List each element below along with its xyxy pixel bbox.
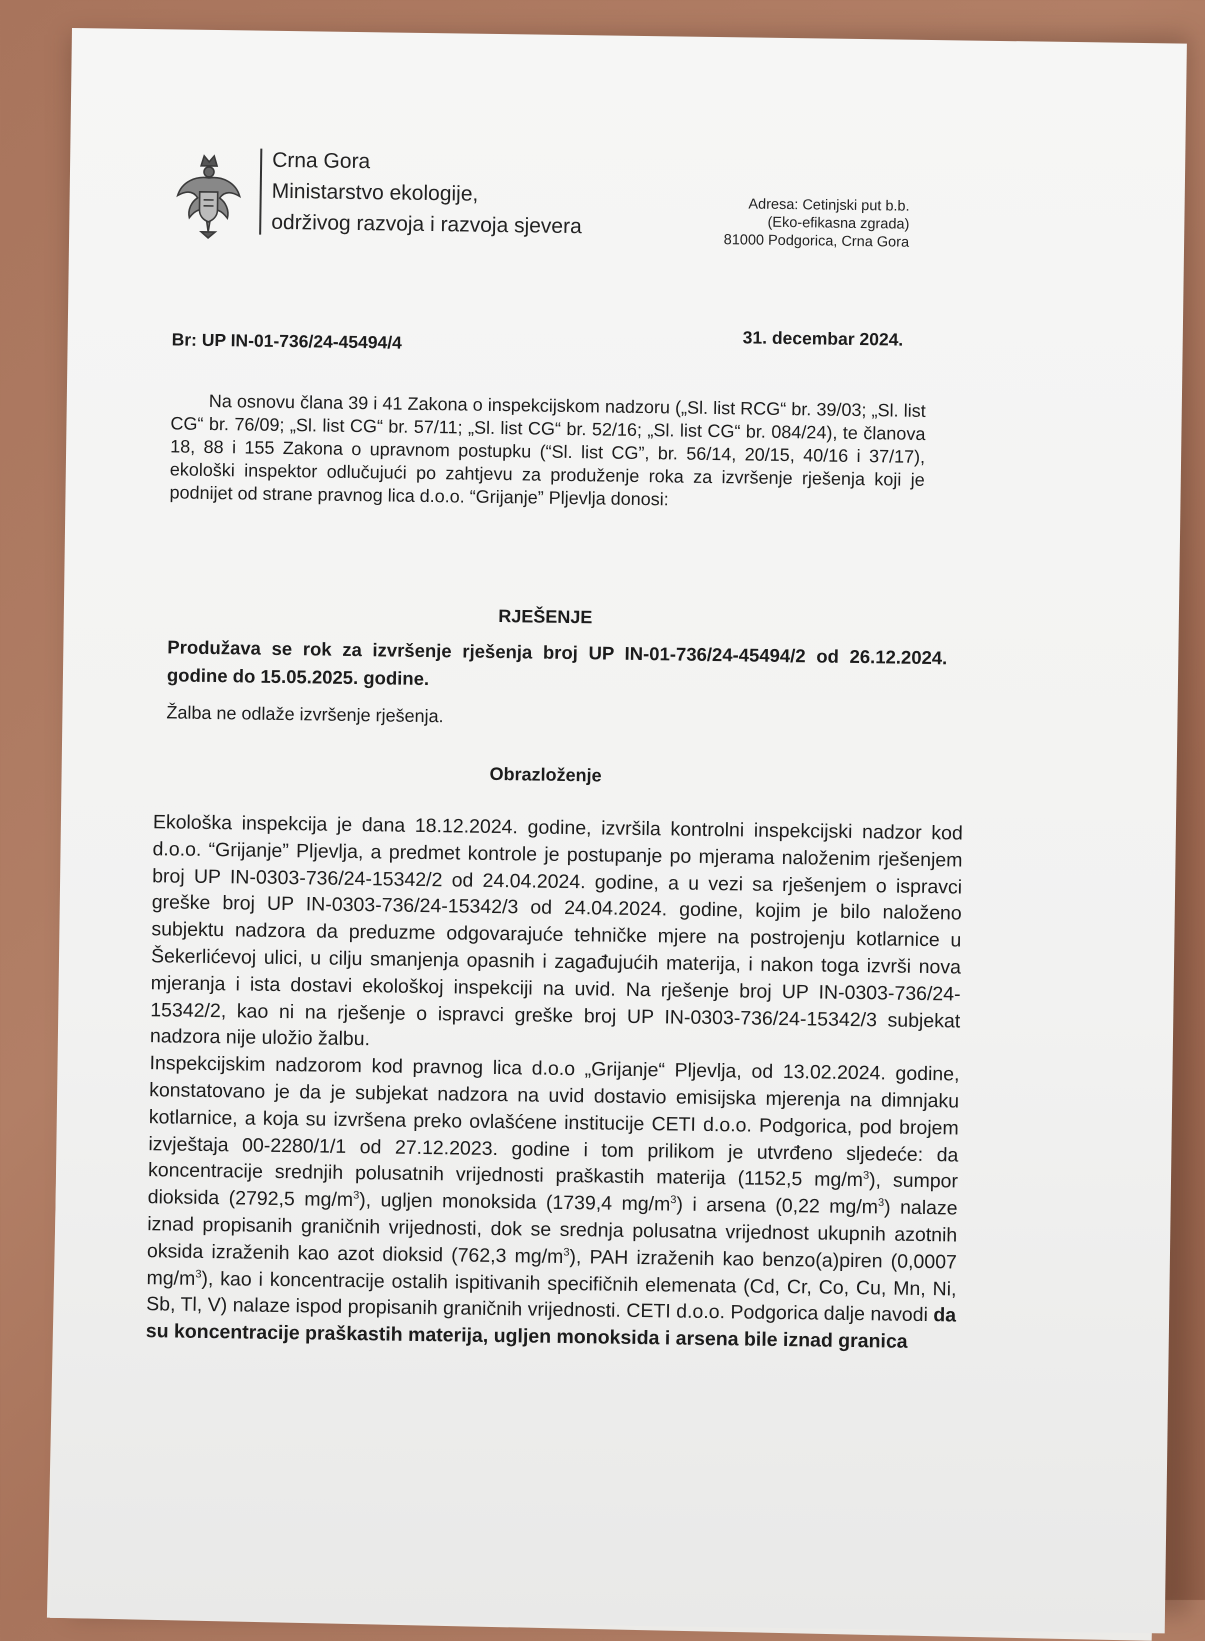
superscript: 3 — [862, 1170, 870, 1183]
appeal-note: Žalba ne odlaže izvršenje rješenja. — [166, 702, 444, 727]
ministry-name-line-1: Ministarstvo ekologije, — [271, 179, 479, 206]
superscript: 3 — [563, 1246, 570, 1259]
address-line: (Eko-efikasna zgrada) — [767, 214, 910, 233]
decision-text: Produžava se rok za izvršenje rješenja broj UP IN-01-736/24-45494/2 od 26.12.2024. godine do 15.05.2025. godine. — [166, 636, 948, 690]
superscript: 3 — [670, 1194, 677, 1207]
superscript: 3 — [877, 1197, 885, 1210]
header-divider — [259, 149, 262, 235]
coat-of-arms-icon — [173, 151, 244, 240]
issuing-organization — [271, 145, 583, 242]
reasoning-heading: Obrazloženje — [489, 763, 602, 786]
address-line: 81000 Podgorica, Crna Gora — [723, 232, 910, 251]
document-date: 31. decembar 2024. — [742, 327, 904, 350]
superscript: 3 — [195, 1267, 202, 1280]
superscript: 3 — [353, 1189, 360, 1202]
reasoning-paragraph-2 — [146, 1050, 960, 1356]
text-segment: ), sumpor dioksida (2792,5 mg/m — [147, 1169, 959, 1212]
ministry-address — [699, 195, 910, 252]
reasoning-body — [146, 809, 963, 1356]
country-name: Crna Gora — [272, 148, 371, 174]
text-segment: ), PAH izraženih kao benzo(a)piren (0,0007 mg/m — [146, 1245, 958, 1290]
bold-conclusion: da su koncentracije praškastih materija, ugljen monoksida i arsena bile iznad granica — [145, 1304, 957, 1353]
text-segment: ) nalaze iznad propisanih graničnih vrijednosti, dok se srednja polusatna vrijednost ukupnih azotnih oksida izraženih kao azot dioksid (762,3 mg/m — [146, 1196, 958, 1268]
intro-paragraph: Na osnovu člana 39 i 41 Zakona o inspekcijskom nadzoru („Sl. list RCG“ br. 39/03; „Sl. list CG“ br. 76/09; „Sl. list CG“ br. 57/11; „Sl. list CG“ br. 52/16; „Sl. list CG“ br. 084/24), te članova 18, 88 i 155 Zakona o upravnom postupku (“Sl. list CG”, br. 56/14, 20/15, 40/16 i 37/17), ekološki inspektor odlučujući po zahtjevu za produženje roka za izvršenje rješenja koji je podnijet od strane pravnog lica d.o.o. “Grijanje” Pljevlja donosi: — [169, 390, 926, 510]
document-page — [50, 28, 1187, 1633]
text-segment: ), kao i koncentracije ostalih ispitivanih specifičnih elemenata (Cd, Cr, Co, Cu, Mn, Ni, Sb, Tl, V) nalaze ispod propisanih graničnih vrijednosti. CETI d.o.o. Podgorica dalje navodi — [146, 1267, 957, 1327]
text-segment: ), ugljen monoksida (1739,4 mg/m — [359, 1189, 671, 1216]
reasoning-paragraph-1: Ekološka inspekcija je dana 18.12.2024. godine, izvršila kontrolni inspekcijski nadzor kod d.o.o. “Grijanje” Pljevlja, a predmet kontrole je postupanje po mjerama naloženim rješenjem broj UP IN-0303-736/24-15342/2 od 24.04.2024. godine, a u vezi sa rješenjem o ispravci greške broj UP IN-0303-736/24-15342/3 od 24.04.2024. godine, kojim je bilo naloženo subjektu nadzora da preduzme odgovarajuće tehničke mjere na postrojenju kotlarnice u Šekerlićevoj ulici, u cilju smanjenja opasnih i zagađujućih materija, i nakon toga izvrši nova mjeranja i ista dostavi ekološkoj inspekciji na uvid. Na rješenje broj UP IN-0303-736/24-15342/2, kao ni na rješenje o ispravci greške broj UP IN-0303-736/24-15342/3 subjekat nadzora nije uložio žalbu. — [149, 811, 963, 1051]
text-segment: ) i arsena (0,22 mg/m — [676, 1193, 879, 1219]
decision-heading: RJEŠENJE — [498, 606, 593, 628]
reference-number: Br: UP IN-01-736/24-45494/4 — [171, 329, 403, 353]
ministry-name-line-2: održivog razvoja i razvoja sjevera — [271, 210, 582, 239]
address-line: Adresa: Cetinjski put b.b. — [748, 196, 910, 215]
text-segment: Inspekcijskim nadzorom kod pravnog lica d.o.o „Grijanje“ Pljevlja, od 13.02.2024. godine, konstatovano je da je subjekat nadzora na uvid dostavio emisijska mjerenja na dimnjaku kotlarnice, a koja su izvršena preko ovlašćene institucije CETI d.o.o. Podgorica, pod brojem izvještaja 00-2280/1/1 od 27.12.2023. godine i tom prilikom je utvrđeno sljedeće: da koncentracije srednjih polusatnih vrijednosti praškastih materija (1152,5 mg/m — [147, 1052, 960, 1192]
